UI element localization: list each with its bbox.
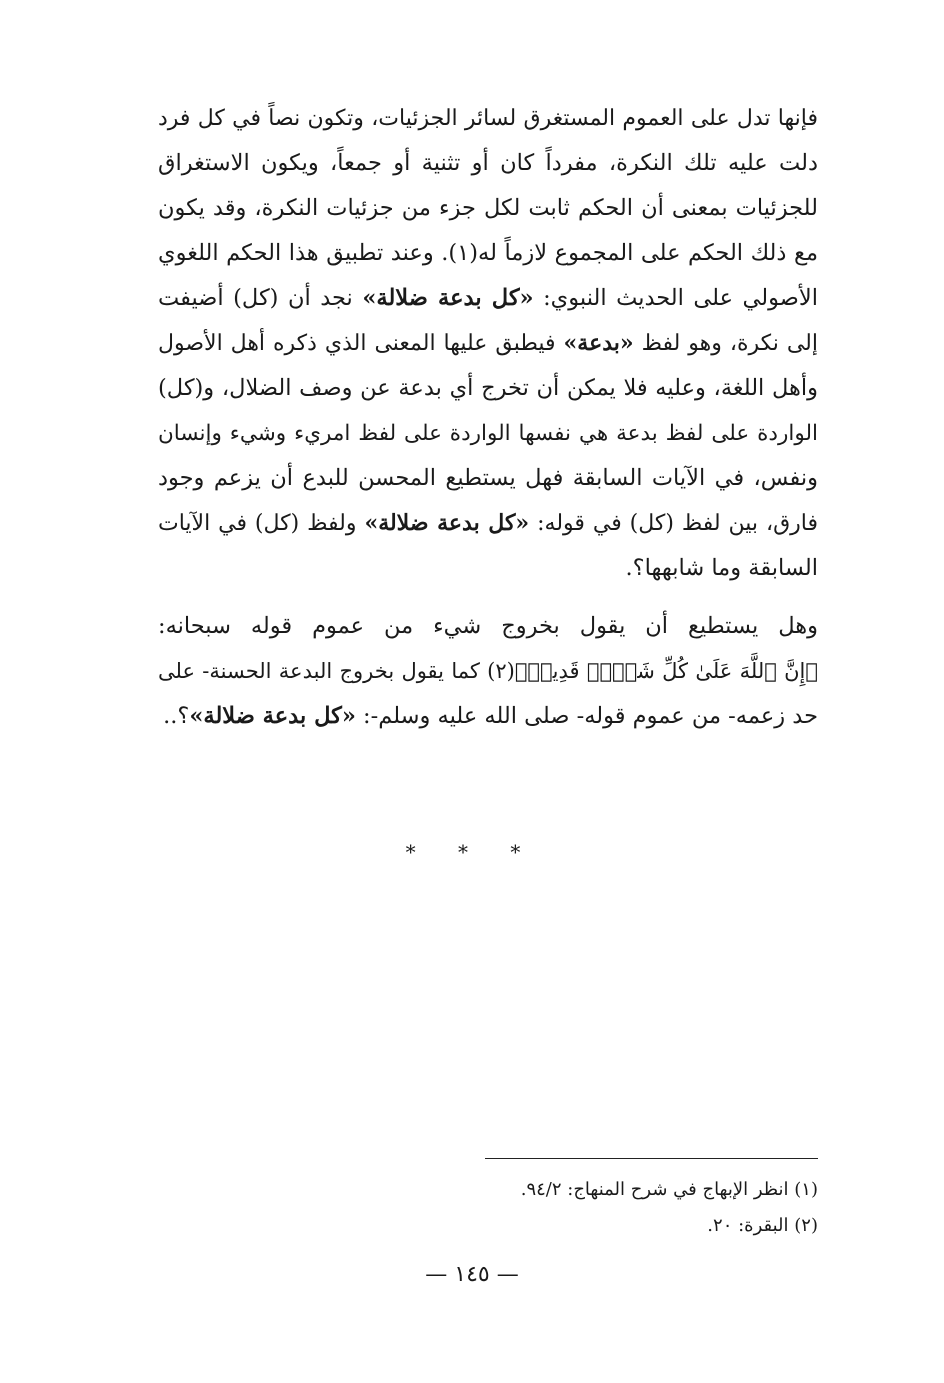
- text-line: مع ذلك الحكم على المجموع لازماً له(١). وعند تطبيق هذا الحكم اللغوي: [158, 240, 818, 266]
- footnotes: [218, 1172, 818, 1244]
- text-line: فارق، بين لفظ (كل) في قوله: «كل بدعة ضلالة» ولفظ (كل) في الآيات: [158, 510, 818, 536]
- text-line: وهل يستطيع أن يقول بخروج شيء من عموم قوله سبحانه:: [158, 613, 818, 639]
- footnote-divider: [485, 1158, 818, 1159]
- text-line: إلى نكرة، وهو لفظ «بدعة» فيطبق عليها المعنى الذي ذكره أهل الأصول: [158, 330, 818, 356]
- bold-quote: «كل بدعة ضلالة»: [362, 285, 534, 311]
- bold-quote: «كل بدعة ضلالة»: [364, 510, 530, 536]
- text-line: ونفس، في الآيات السابقة فهل يستطيع المحسن للبدع أن يزعم وجود: [158, 465, 818, 491]
- quran-verse-line: ﴿إِنَّ ٱللَّهَ عَلَىٰ كُلِّ شَيۡءٖ قَدِيرٞ﴾(٢) كما يقول بخروج البدعة الحسنة- على: [158, 659, 818, 683]
- bold-quote: «بدعة»: [563, 330, 634, 356]
- main-paragraph: [158, 96, 818, 591]
- text-line: فإنها تدل على العموم المستغرق لسائر الجزئيات، وتكون نصاً في كل فرد: [158, 106, 818, 131]
- bold-quote: «كل بدعة ضلالة»: [189, 703, 356, 729]
- text-line: الواردة على لفظ بدعة هي نفسها الواردة على لفظ امريء وشيء وإنسان: [158, 421, 818, 446]
- text-line: السابقة وما شابهها؟.: [625, 555, 818, 581]
- second-paragraph: [158, 604, 818, 739]
- page-number: — ١٤٥ —: [425, 1262, 519, 1287]
- footnote: (٢) البقرة: ٢٠.: [707, 1215, 818, 1236]
- text-line: دلت عليه تلك النكرة، مفرداً كان أو تثنية أو جمعاً، ويكون الاستغراق: [158, 150, 818, 176]
- text-line: حد زعمه- من عموم قوله- صلى الله عليه وسلم-: «كل بدعة ضلالة»؟..: [163, 703, 818, 729]
- text-line: وأهل اللغة، وعليه فلا يمكن أن تخرج أي بدعة عن وصف الضلال، و(كل): [158, 375, 818, 401]
- text-line: للجزئيات بمعنى أن الحكم ثابت لكل جزء من جزئيات النكرة، وقد يكون: [158, 195, 818, 221]
- footnote: (١) انظر الإبهاج في شرح المنهاج: ٩٤/٢.: [520, 1179, 818, 1200]
- section-separator: * * *: [405, 840, 539, 864]
- text-line: الأصولي على الحديث النبوي: «كل بدعة ضلالة» نجد أن (كل) أضيفت: [158, 285, 818, 311]
